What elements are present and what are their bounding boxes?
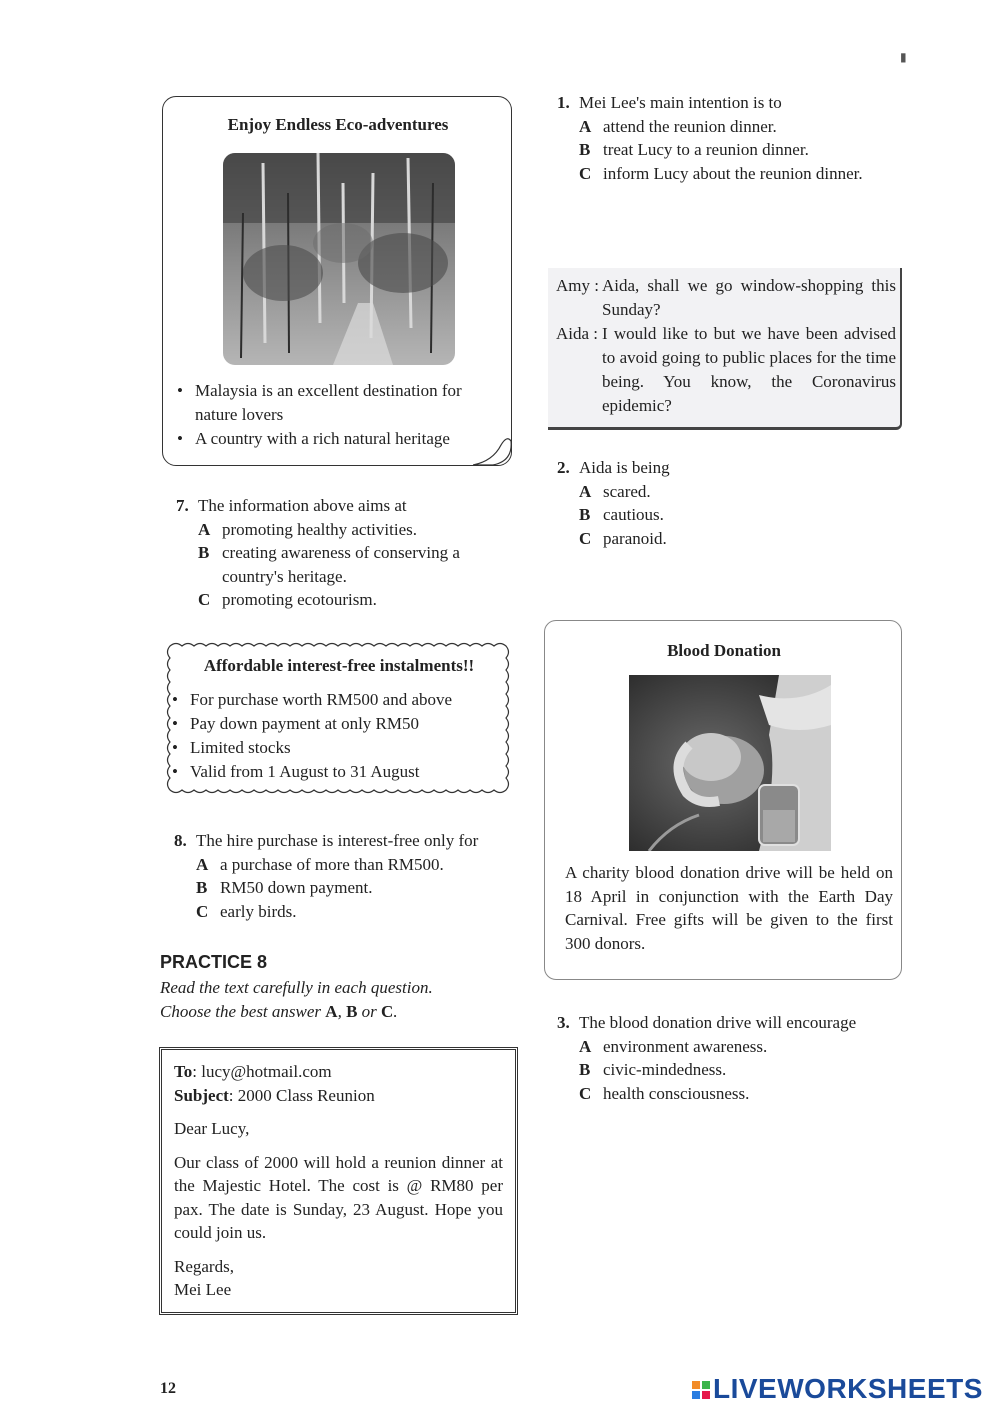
question-number: 8. — [174, 831, 187, 850]
eco-adventure-notice — [162, 96, 512, 466]
email-closing: Regards, — [174, 1256, 234, 1276]
option-letter: A — [196, 854, 209, 874]
instruction-line-1: Read the text carefully in each question. — [160, 978, 433, 997]
option-text: environment awareness. — [603, 1036, 768, 1056]
practice-instructions — [160, 976, 500, 1024]
answer-option-a[interactable] — [174, 853, 514, 877]
question-8 — [174, 829, 514, 923]
answer-option-c[interactable] — [557, 1082, 897, 1106]
option-text: scared. — [603, 481, 651, 501]
promo-bullet: • Valid from 1 August to 31 August — [168, 760, 508, 784]
answer-option-b[interactable] — [557, 503, 887, 527]
answer-option-b[interactable] — [557, 138, 887, 162]
email-body: Our class of 2000 will hold a reunion dinner at the Majestic Hotel. The cost is @ RM80 per pax. The date is Sunday, 23 August. Hope you could join us. — [174, 1152, 503, 1242]
dialogue-line-amy — [556, 274, 896, 322]
option-letter: B — [196, 878, 208, 897]
practice-title: PRACTICE 8 — [160, 952, 268, 972]
question-1 — [557, 91, 887, 185]
question-7 — [176, 494, 516, 612]
eco-bullet: • Malaysia is an excellent destination for nature lovers — [173, 379, 503, 427]
promo-bullet: • For purchase worth RM500 and above — [168, 688, 508, 712]
question-stem: Mei Lee's main intention is to — [579, 93, 782, 112]
dialogue-box — [548, 268, 902, 430]
option-text: inform Lucy about the reunion dinner. — [603, 163, 863, 183]
email-to-label: To — [174, 1062, 193, 1081]
blood-title: Blood Donation — [667, 641, 781, 660]
answer-option-a[interactable] — [557, 480, 887, 504]
option-text: early birds. — [220, 901, 297, 921]
question-stem: Aida is being — [579, 458, 670, 477]
forest-photo — [223, 153, 455, 365]
blood-donation-photo — [629, 675, 831, 851]
email-subject-value: : 2000 Class Reunion — [228, 1085, 375, 1105]
answer-option-a[interactable] — [557, 1035, 897, 1059]
answer-option-c[interactable] — [174, 900, 514, 924]
option-letter: C — [198, 590, 211, 609]
option-text: promoting healthy activities. — [222, 519, 417, 539]
brand-name: LIVEWORKSHEETS — [713, 1373, 983, 1404]
brand-logo — [692, 1373, 983, 1405]
option-letter: A — [579, 481, 592, 501]
option-letter: C — [196, 901, 209, 921]
instruction-letter-b: B — [346, 1002, 358, 1021]
email-to-value: : lucy@hotmail.com — [192, 1062, 332, 1081]
instruction-or: or — [357, 1002, 382, 1021]
answer-option-b[interactable] — [174, 876, 514, 900]
instruction-period: . — [393, 1002, 398, 1021]
instruction-line-2 — [160, 1000, 500, 1024]
email-subject-label: Subject — [174, 1085, 229, 1105]
option-text: RM50 down payment. — [220, 878, 373, 897]
option-letter: A — [579, 1036, 592, 1056]
eco-bullet-list — [173, 379, 503, 451]
liveworksheets-logo-icon — [692, 1381, 710, 1399]
dialogue-line-aida — [556, 322, 896, 418]
blood-description: A charity blood donation drive will be held on 18 April in conjunction with the Earth Day Carnival. Free gifts will be given to the first 300 donors. — [565, 863, 893, 953]
dialogue-text: I would like to but we have been advised to avoid going to public places for the time being. You know, the Coronavirus epidemic? — [602, 324, 896, 415]
answer-option-c[interactable] — [557, 162, 887, 186]
option-letter: B — [198, 543, 210, 562]
question-3 — [557, 1011, 897, 1105]
answer-option-c[interactable] — [176, 588, 516, 612]
answer-option-b[interactable] — [176, 541, 516, 588]
option-text: paranoid. — [603, 528, 667, 548]
promo-bullet: • Limited stocks — [168, 736, 508, 760]
option-text: treat Lucy to a reunion dinner. — [603, 140, 809, 159]
question-stem: The hire purchase is interest-free only for — [196, 831, 479, 850]
option-letter: C — [579, 528, 592, 548]
question-number: 2. — [557, 458, 570, 477]
page-number: 12 — [160, 1380, 176, 1397]
answer-option-c[interactable] — [557, 527, 887, 551]
email-message — [159, 1047, 518, 1315]
option-text: a purchase of more than RM500. — [220, 854, 444, 874]
option-text: cautious. — [603, 505, 664, 524]
instruction-text: Choose the best answer — [160, 1002, 326, 1021]
blood-donation-notice — [544, 620, 902, 980]
promo-title: Affordable interest-free instalments!! — [203, 656, 475, 675]
option-letter: B — [579, 1060, 591, 1079]
option-letter: C — [579, 1083, 592, 1103]
instruction-letter-a: A — [325, 1002, 338, 1021]
question-stem: The blood donation drive will encourage — [579, 1013, 857, 1032]
answer-option-b[interactable] — [557, 1058, 897, 1082]
answer-option-a[interactable] — [557, 115, 887, 139]
instruction-comma: , — [337, 1002, 347, 1021]
question-2 — [557, 456, 887, 550]
eco-title: Enjoy Endless Eco-adventures — [227, 115, 449, 134]
answer-option-a[interactable] — [176, 518, 516, 542]
option-text: attend the reunion dinner. — [603, 116, 777, 136]
page-curl-decoration — [473, 431, 513, 467]
question-number: 1. — [557, 93, 570, 112]
speaker-label: Amy : — [556, 276, 599, 295]
question-stem: The information above aims at — [198, 496, 407, 515]
option-text: civic-mindedness. — [603, 1060, 727, 1079]
option-letter: C — [579, 163, 592, 183]
option-letter: B — [579, 140, 591, 159]
option-letter: B — [579, 505, 591, 524]
option-text: promoting ecotourism. — [222, 590, 377, 609]
email-greeting: Dear Lucy, — [174, 1119, 250, 1138]
corner-mark: ▮ — [900, 50, 907, 64]
promo-bullet: • Pay down payment at only RM50 — [168, 712, 508, 736]
email-subject-line — [174, 1084, 503, 1108]
question-number: 7. — [176, 496, 189, 515]
option-letter: A — [198, 519, 211, 539]
instruction-letter-c: C — [381, 1002, 394, 1021]
email-to-line — [174, 1060, 503, 1084]
option-text: health consciousness. — [603, 1083, 750, 1103]
option-letter: A — [579, 116, 592, 136]
option-text: creating awareness of conserving a country's heritage. — [222, 543, 460, 586]
email-signature: Mei Lee — [174, 1280, 232, 1299]
eco-bullet: • A country with a rich natural heritage — [173, 427, 503, 451]
instalment-notice — [162, 638, 516, 802]
question-number: 3. — [557, 1013, 570, 1032]
dialogue-text: Aida, shall we go window-shopping this Sunday? — [602, 276, 896, 319]
promo-bullet-list — [168, 688, 508, 784]
speaker-label: Aida : — [556, 324, 599, 343]
